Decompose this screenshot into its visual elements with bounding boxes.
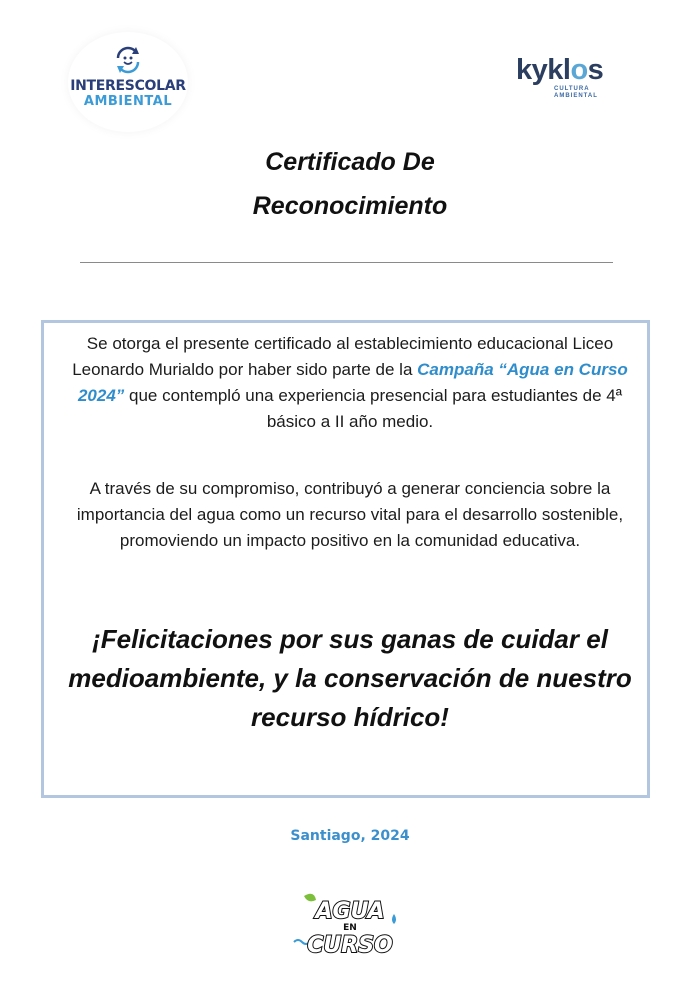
congratulations-message: ¡Felicitaciones por sus ganas de cuidar el medioambiente, y la conservación de nuestro recurso hídrico!	[68, 624, 632, 732]
certificate-title	[0, 140, 700, 228]
title-line2: Reconocimiento	[252, 192, 448, 220]
logo-word-curso: CURSO	[307, 933, 393, 958]
logo-left-line2: AMBIENTAL	[83, 94, 173, 109]
certificate-paragraph-2: A través de su compromiso, contribuyó a generar conciencia sobre la importancia del agua como un recurso vital para el desarrollo sostenible, promoviendo un impacto positivo en la comunidad educativa.	[76, 479, 624, 550]
p1-text-after: que contempló una experiencia presencial para estudiantes de 4ª básico a II año medio.	[124, 386, 623, 431]
campaign-name: Campaña “Agua en Curso 2024”	[77, 360, 628, 405]
leaf-icon	[304, 894, 316, 902]
p1-text-before: Se otorga el presente certificado al establecimiento educacional Liceo Leonardo Murialdo por haber sido parte de la	[72, 334, 614, 379]
drop-icon	[392, 914, 396, 924]
title-line1: Certificado De	[265, 148, 435, 176]
water-drop-icon: o	[570, 54, 588, 86]
kyklos-brand-suffix: s	[587, 54, 604, 86]
kyklos-brand	[516, 54, 606, 86]
certificate-paragraph-1	[52, 331, 648, 435]
kyklos-brand-prefix: kykl	[516, 54, 571, 86]
kyklos-logo	[516, 54, 606, 110]
kyklos-subtitle: CULTURA AMBIENTAL	[554, 86, 598, 99]
logo-word-agua: AGUA	[315, 899, 385, 924]
logo-word-en: EN	[343, 923, 357, 933]
recycle-smile-icon	[112, 44, 144, 76]
interescolar-ambiental-logo	[68, 32, 188, 132]
title-divider	[80, 262, 613, 263]
place-date: Santiago, 2024	[290, 828, 410, 844]
agua-en-curso-logo	[290, 888, 410, 960]
logo-left-line1: INTERESCOLAR	[70, 78, 186, 94]
